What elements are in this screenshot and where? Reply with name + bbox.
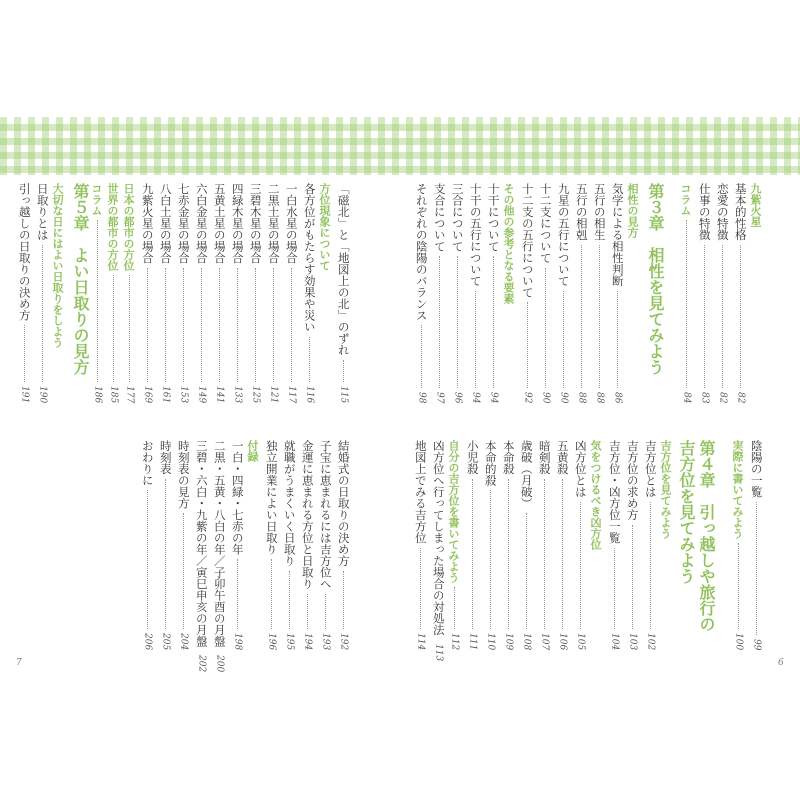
toc-entry (267, 183, 279, 403)
toc-page-number: 205 (160, 632, 171, 650)
toc-chapter-heading: 第５章 よい日取りの見方 (71, 183, 90, 375)
toc-page-number: 185 (108, 385, 119, 403)
toc-page-number: 94 (488, 391, 499, 403)
toc-page-number: 114 (415, 632, 426, 650)
toc-page-number: 169 (142, 385, 153, 403)
toc-section-heading: 日本の都市の方位 (122, 183, 135, 271)
leader-dots (219, 268, 220, 382)
toc-entry-title: 三碧・六白・九紫の年／寅巳申亥の月盤 (194, 440, 209, 647)
toc-entry-title: 子宝に恵まれるには吉方位へ (318, 440, 333, 590)
toc-page-number: 191 (19, 385, 30, 403)
toc-entry (539, 183, 551, 403)
toc-page-number: 153 (178, 385, 189, 403)
toc-entry (556, 440, 568, 650)
toc-entry (231, 440, 243, 650)
toc-section-heading: コラム (90, 183, 103, 216)
leader-dots (599, 245, 600, 388)
leader-dots (563, 291, 564, 388)
leader-dots (24, 325, 25, 382)
toc-entry (415, 183, 427, 403)
leader-dots (147, 490, 148, 629)
toc-entry (303, 183, 315, 403)
leader-dots (704, 245, 705, 388)
toc-section-heading: 世界の都市の方位 (106, 183, 119, 271)
toc-entry (644, 440, 656, 650)
toc-entry (159, 440, 171, 650)
leader-dots (457, 256, 458, 388)
toc-entry (212, 440, 227, 673)
toc-entry (141, 183, 153, 403)
toc-entry-title: 十二支について (538, 183, 553, 264)
toc-entry-title: 二黒・五黄・八白の年／子卯午酉の月盤 (212, 440, 227, 647)
toc-entry-title: 十二支の五行について (520, 183, 535, 298)
toc-entry (231, 183, 243, 403)
toc-entry (520, 440, 532, 650)
leader-dots (475, 291, 476, 388)
toc-page-number: 90 (558, 391, 569, 403)
toc-entry (433, 183, 445, 403)
toc-entry (194, 440, 209, 673)
leader-dots (738, 543, 739, 629)
leader-dots (545, 268, 546, 388)
toc-page-number: 90 (540, 391, 551, 403)
toc-entry (91, 183, 103, 403)
toc-entry (451, 183, 463, 403)
page-number-right: 6 (778, 658, 784, 668)
leader-dots (740, 245, 741, 388)
toc-page-number: 193 (320, 632, 331, 650)
leader-dots (527, 302, 528, 388)
toc-page-number: 104 (609, 632, 620, 650)
toc-page-number: 82 (717, 391, 728, 403)
toc-entry (159, 183, 171, 403)
toc-page-number: 200 (214, 655, 225, 673)
leader-dots (237, 268, 238, 382)
toc-entry-title: 五黄殺 (555, 440, 570, 475)
toc-page-number: 108 (521, 632, 532, 650)
toc-section-heading: 方位現象について (318, 183, 331, 271)
toc-entry (337, 183, 349, 403)
toc-entry (698, 183, 710, 403)
toc-entry (283, 440, 295, 650)
toc-entry-title: 一白・四緑・七赤の年 (230, 440, 245, 555)
toc-page-number: 194 (302, 632, 313, 650)
toc-entry-title: 五黄土星の場合 (212, 183, 227, 264)
toc-entry-title: 陰陽の一覧 (749, 440, 764, 498)
toc-chapter-heading: 第３章 相性を見てみよう (646, 183, 665, 375)
toc-entry-title: 十干について (486, 183, 501, 252)
leader-dots (581, 245, 582, 388)
toc-section-heading: 大切な日にはよい日取りをしよう (51, 183, 64, 348)
toc-page-number: 116 (304, 385, 315, 403)
toc-section-heading: 気をつけるべき凶方位 (589, 440, 602, 550)
leader-dots (617, 291, 618, 388)
toc-page-number: 88 (576, 391, 587, 403)
leader-dots (722, 245, 723, 388)
toc-page-number: 196 (266, 632, 277, 650)
toc-entry (487, 183, 499, 403)
toc-section-heading: コラム (679, 183, 692, 216)
leader-dots (97, 220, 98, 382)
toc-page-number: 105 (575, 632, 586, 650)
toc-entry-title: 吉方位とは (643, 440, 658, 498)
toc-page-number: 190 (37, 385, 48, 403)
leader-dots (490, 490, 491, 629)
toc-page-number: 149 (196, 385, 207, 403)
toc-page-number: 82 (735, 391, 746, 403)
toc-entry-title: 小児殺 (465, 440, 480, 475)
toc-entry (414, 440, 426, 650)
toc-entry (521, 183, 533, 403)
toc-page-number: 161 (160, 385, 171, 403)
leader-dots (544, 479, 545, 629)
toc-entry (107, 183, 119, 403)
toc-page-number: 186 (92, 385, 103, 403)
toc-entry-title: 恋愛の特徴 (715, 183, 730, 241)
toc-entry (285, 183, 297, 403)
leader-dots (493, 256, 494, 388)
toc-entry-title: 金運に恵まれる方位と日取り (300, 440, 315, 590)
leader-dots (129, 275, 130, 382)
toc-entry (716, 183, 728, 403)
toc-page-number: 98 (416, 391, 427, 403)
toc-section-heading: 自分の吉方位を書いてみよう (447, 440, 460, 583)
toc-page-number: 109 (503, 632, 514, 650)
toc-entry (626, 440, 638, 650)
toc-page-number: 206 (142, 632, 153, 650)
gingham-band (0, 117, 800, 175)
toc-entry-title: 四緑木星の場合 (230, 183, 245, 264)
toc-entry-title: 吉方位の求め方 (625, 440, 640, 521)
toc-page-number: 103 (627, 632, 638, 650)
toc-entry-title: 基本的性格 (733, 183, 748, 241)
leader-dots (650, 502, 651, 629)
toc-entry-title: 結婚式の日取りの決め方 (336, 440, 351, 567)
toc-page-number: 115 (338, 385, 349, 403)
leader-dots (183, 268, 184, 382)
leader-dots (343, 571, 344, 629)
leader-dots (508, 479, 509, 629)
toc-page-number: 96 (452, 391, 463, 403)
toc-entry-title: 歳破（月破） (519, 440, 534, 509)
toc-entry (337, 440, 349, 650)
leader-dots (614, 548, 615, 629)
toc-entry (213, 183, 225, 403)
toc-page-number: 92 (522, 391, 533, 403)
leader-dots (113, 275, 114, 382)
toc-page-number: 86 (612, 391, 623, 403)
toc-entry (265, 440, 277, 650)
toc-entry-title: 五行の相生 (592, 183, 607, 241)
leader-dots (309, 337, 310, 382)
toc-page-number: 202 (196, 655, 207, 673)
leader-dots (42, 245, 43, 382)
leader-dots (421, 325, 422, 388)
toc-entry (123, 183, 135, 403)
toc-entry (557, 183, 569, 403)
toc-page-number: 83 (699, 391, 710, 403)
leader-dots (472, 479, 473, 629)
toc-entry-title: 各方位がもたらす効果や災い (302, 183, 317, 333)
toc-chapter-heading: 第４章 引っ越しや旅行の (697, 440, 716, 632)
toc-page-number: 102 (645, 632, 656, 650)
toc-entry (466, 440, 478, 650)
toc-entry (177, 183, 189, 403)
toc-entry (301, 440, 313, 650)
leader-dots (562, 479, 563, 629)
leader-dots (237, 559, 238, 629)
toc-entry-title: 八白土星の場合 (158, 183, 173, 264)
toc-page-number: 88 (594, 391, 605, 403)
toc-page-number: 107 (539, 632, 550, 650)
toc-entry (574, 440, 586, 650)
toc-entry (469, 183, 481, 403)
toc-entry-title: 支合について (432, 183, 447, 252)
toc-entry (538, 440, 550, 650)
leader-dots (343, 360, 344, 382)
toc-entry-title: 三合について (450, 183, 465, 252)
toc-entry (177, 440, 189, 650)
toc-entry (734, 183, 746, 403)
leader-dots (307, 594, 308, 629)
toc-entry (195, 183, 207, 403)
toc-page-number: 100 (733, 632, 744, 650)
toc-entry-title: それぞれの陰陽のバランス (414, 183, 429, 321)
toc-page-number: 177 (124, 385, 135, 403)
toc-entry-title: 「磁北」と「地図上の北」のずれ (336, 183, 351, 356)
toc-entry-title: 九紫火星の場合 (140, 183, 155, 264)
toc-page-number: 111 (467, 632, 478, 650)
toc-chapter-heading: 吉方位を見てみよう (677, 440, 696, 584)
toc-entry (141, 440, 153, 650)
toc-page-number: 195 (284, 632, 295, 650)
leader-dots (289, 571, 290, 629)
toc-entry (575, 183, 587, 403)
toc-entry (484, 440, 496, 650)
toc-entry (680, 183, 692, 403)
toc-page-number: 106 (557, 632, 568, 650)
toc-entry (249, 183, 261, 403)
toc-page-number: 110 (485, 632, 496, 650)
toc-page-number: 117 (286, 385, 297, 403)
toc-entry (750, 440, 762, 650)
toc-entry (36, 183, 48, 403)
leader-dots (255, 268, 256, 382)
toc-entry (431, 440, 446, 661)
leader-dots (271, 559, 272, 629)
leader-dots (183, 513, 184, 629)
toc-page-number: 121 (268, 385, 279, 403)
leader-dots (756, 502, 757, 635)
toc-entry-title: 引っ越しの日取りの決め方 (17, 183, 32, 321)
toc-entry-title: 一白水星の場合 (284, 183, 299, 264)
toc-page-number: 112 (449, 632, 460, 650)
toc-entry-title: 七赤金星の場合 (176, 183, 191, 264)
toc-entry-title: 本命殺 (501, 440, 516, 475)
toc-entry-title: 三碧木星の場合 (248, 183, 263, 264)
toc-entry-title: 気学による相性判断 (610, 183, 625, 287)
toc-section-heading: 実際に書いてみよう (731, 440, 744, 539)
toc-entry-title: おわりに (140, 440, 155, 486)
toc-entry (502, 440, 514, 650)
toc-entry-title: 十干の五行について (468, 183, 483, 287)
leader-dots (201, 268, 202, 382)
toc-page-number: 99 (751, 638, 762, 650)
toc-page-number: 94 (470, 391, 481, 403)
toc-page-number: 198 (232, 632, 243, 650)
toc-section-heading: 相性の見方 (626, 183, 639, 238)
toc-page-number: 133 (232, 385, 243, 403)
leader-dots (325, 594, 326, 629)
toc-page-number: 97 (434, 391, 445, 403)
toc-entry-title: 五行の相剋 (574, 183, 589, 241)
toc-entry-title: 地図上でみる吉方位 (413, 440, 428, 544)
toc-entry-title: 時刻表 (158, 440, 173, 475)
toc-entry (593, 183, 605, 403)
leader-dots (454, 587, 455, 629)
page-number-left: 7 (16, 658, 22, 668)
toc-section-heading: 吉方位を見てみよう (659, 440, 672, 539)
toc-entry-title: 吉方位・凶方位一覧 (607, 440, 622, 544)
toc-page-number: 204 (178, 632, 189, 650)
toc-entry-title: 凶方位へ行ってしまった場合の対処法 (431, 440, 446, 636)
toc-entry-title: 独立開業によい日取り (264, 440, 279, 555)
toc-entry (319, 440, 331, 650)
toc-entry (18, 183, 30, 403)
toc-entry-title: 日取りとは (35, 183, 50, 241)
toc-section-heading: その他の参考となる要素 (502, 183, 515, 304)
leader-dots (147, 268, 148, 382)
toc-section-heading: 付録 (246, 440, 259, 462)
leader-dots (632, 525, 633, 629)
toc-entry-title: 時刻表の見方 (176, 440, 191, 509)
toc-entry (448, 440, 460, 650)
leader-dots (580, 502, 581, 629)
toc-entry-title: 二黒土星の場合 (266, 183, 281, 264)
toc-entry-title: 就職がうまくいく日取り (282, 440, 297, 567)
leader-dots (291, 268, 292, 382)
leader-dots (420, 548, 421, 629)
toc-page-number: 141 (214, 385, 225, 403)
toc-entry (608, 440, 620, 650)
toc-section-heading: 九紫火星 (749, 183, 762, 227)
leader-dots (273, 268, 274, 382)
toc-page-number: 125 (250, 385, 261, 403)
toc-entry (732, 440, 744, 650)
toc-entry-title: 仕事の特徴 (697, 183, 712, 241)
toc-entry-title: 九星の五行について (556, 183, 571, 287)
toc-entry-title: 暗剣殺 (537, 440, 552, 475)
leader-dots (439, 256, 440, 388)
leader-dots (165, 479, 166, 629)
toc-page-number: 84 (681, 391, 692, 403)
toc-page-number: 192 (338, 632, 349, 650)
leader-dots (686, 220, 687, 388)
leader-dots (526, 513, 527, 629)
toc-entry-title: 六白金星の場合 (194, 183, 209, 264)
toc-page-number: 113 (433, 643, 444, 661)
leader-dots (165, 268, 166, 382)
toc-entry-title: 本命的殺 (483, 440, 498, 486)
toc-entry-title: 凶方位とは (573, 440, 588, 498)
toc-entry (611, 183, 623, 403)
